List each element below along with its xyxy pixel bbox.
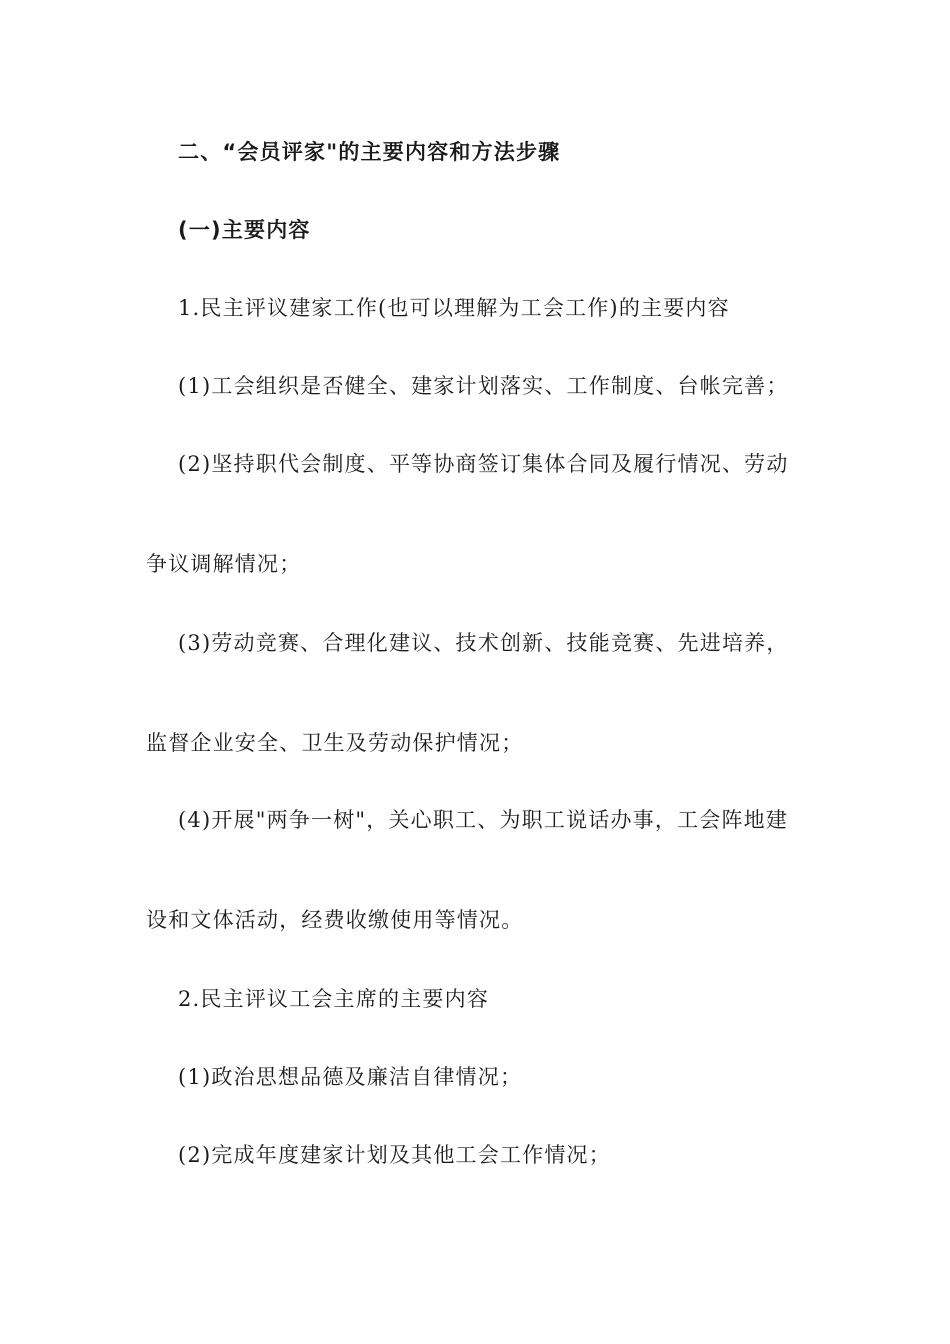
item1-title: 1.民主评议建家工作(也可以理解为工会工作)的主要内容 [178,296,730,320]
item2-title: 2.民主评议工会主席的主要内容 [178,987,490,1011]
section-heading: 二、“会员评家"的主要内容和方法步骤 [178,140,561,164]
item2-point-2: (2)完成年度建家计划及其他工会工作情况； [178,1143,611,1167]
item1-point-1: (1)工会组织是否健全、建家计划落实、工作制度、台帐完善； [178,374,789,398]
item1-point-3-line2: 监督企业安全、卫生及劳动保护情况； [146,731,524,755]
item1-point-4-line2: 设和文体活动，经费收缴使用等情况。 [146,908,524,932]
item1-point-2-line1: (2)坚持职代会制度、平等协商签订集体合同及履行情况、劳动 [178,452,789,476]
item1-point-3-line1: (3)劳动竞赛、合理化建议、技术创新、技能竞赛、先进培养， [178,631,789,655]
item1-point-2-line2: 争议调解情况； [146,552,302,576]
subsection-heading: (一)主要内容 [178,218,311,242]
item2-point-1: (1)政治思想品德及廉洁自律情况； [178,1065,523,1089]
item1-point-4-line1: (4)开展"两争一树"，关心职工、为职工说话办事，工会阵地建 [178,808,789,832]
